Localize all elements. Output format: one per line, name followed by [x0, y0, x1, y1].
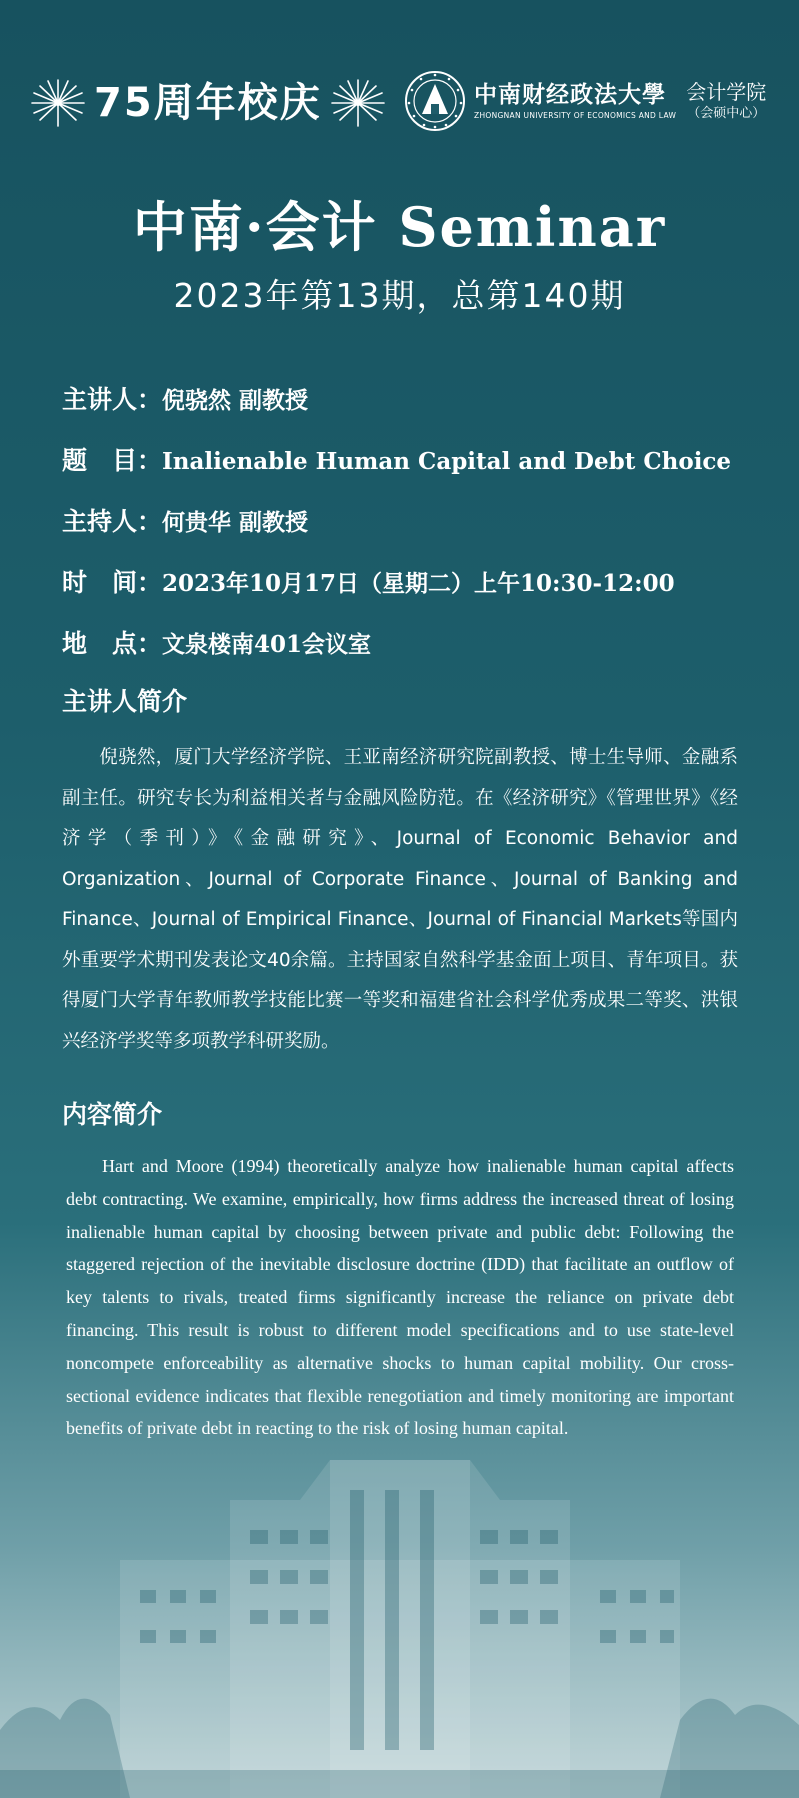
- anniversary-banner: [28, 78, 388, 128]
- anniversary-text: 75周年校庆: [94, 80, 322, 126]
- university-logo-block: [404, 70, 766, 132]
- topic-label: 题 目：: [62, 446, 163, 475]
- header-bar: [0, 70, 799, 140]
- topic-value: Inalienable Human Capital and Debt Choice: [162, 448, 732, 475]
- university-seal-icon: [404, 70, 466, 132]
- time-label: 时 间：: [62, 568, 163, 597]
- host-label: 主持人：: [62, 507, 163, 536]
- speaker-row: [62, 380, 782, 418]
- university-name-english: ZHONGNAN UNIVERSITY OF ECONOMICS AND LAW: [474, 111, 677, 120]
- host-row: [62, 502, 782, 540]
- topic-row: [62, 441, 782, 479]
- speaker-bio: [62, 738, 738, 1062]
- abstract-heading: 内容简介: [62, 1100, 163, 1129]
- speaker-value: 倪骁然 副教授: [162, 387, 309, 414]
- time-row: [62, 563, 782, 601]
- speaker-bio-text: 倪骁然，厦门大学经济学院、王亚南经济研究院副教授、博士生导师、金融系副主任。研究专长为利益相关者与金融风险防范。在《经济研究》《管理世界》《经济学（季刊）》《金融研究》、Journal of Economic Behavior and Organization、Journal of Corporate Finance、Journal of Banking and Finance、Journal of Empirical Finance、Journal of Financial Markets等国内外重要学术期刊发表论文40余篇。主持国家自然科学基金面上项目、青年项目。获得厦门大学青年教师教学技能比赛一等奖和福建省社会科学优秀成果二等奖、洪银兴经济学奖等多项教学科研奖励。: [62, 747, 738, 1052]
- speaker-label: 主讲人：: [62, 385, 163, 414]
- place-value: 文泉楼南401会议室: [162, 631, 372, 658]
- abstract-text: Hart and Moore (1994) theoretically analyze how inalienable human capital affects debt contracting. We examine, empirically, how firms address the increased threat of losing inalienable human capital by choosing between private and public debt: Following the staggered rejection of the inevitable disclosure doctrine (IDD) that facilitate an outflow of key talents to rivals, treated firms significantly increase the reliance on private debt financing. This result is robust to different model specifications and to use state-level noncompete enforceability as alternative shocks to human capital mobility. Our cross-sectional evidence indicates that flexible renegotiation and timely monitoring are important benefits of private debt in reacting to the risk of losing human capital.: [66, 1156, 734, 1439]
- bio-heading: 主讲人简介: [62, 687, 188, 716]
- university-name: 中南财经政法大學: [474, 81, 666, 108]
- firework-icon: [28, 78, 88, 128]
- poster-subtitle: 2023年第13期，总第140期: [173, 276, 626, 315]
- time-value: 2023年10月17日（星期二）上午10:30-12:00: [162, 570, 675, 597]
- firework-icon: [328, 78, 388, 128]
- seminar-info: [62, 380, 782, 685]
- place-label: 地 点：: [62, 629, 163, 658]
- poster-title: 中南·会计 Seminar: [132, 195, 667, 259]
- place-row: [62, 624, 782, 662]
- school-name: 会计学院: [686, 80, 767, 104]
- host-value: 何贵华 副教授: [162, 509, 309, 536]
- campus-building-illustration: [0, 1440, 799, 1798]
- school-subtitle: （会硕中心）: [687, 106, 766, 121]
